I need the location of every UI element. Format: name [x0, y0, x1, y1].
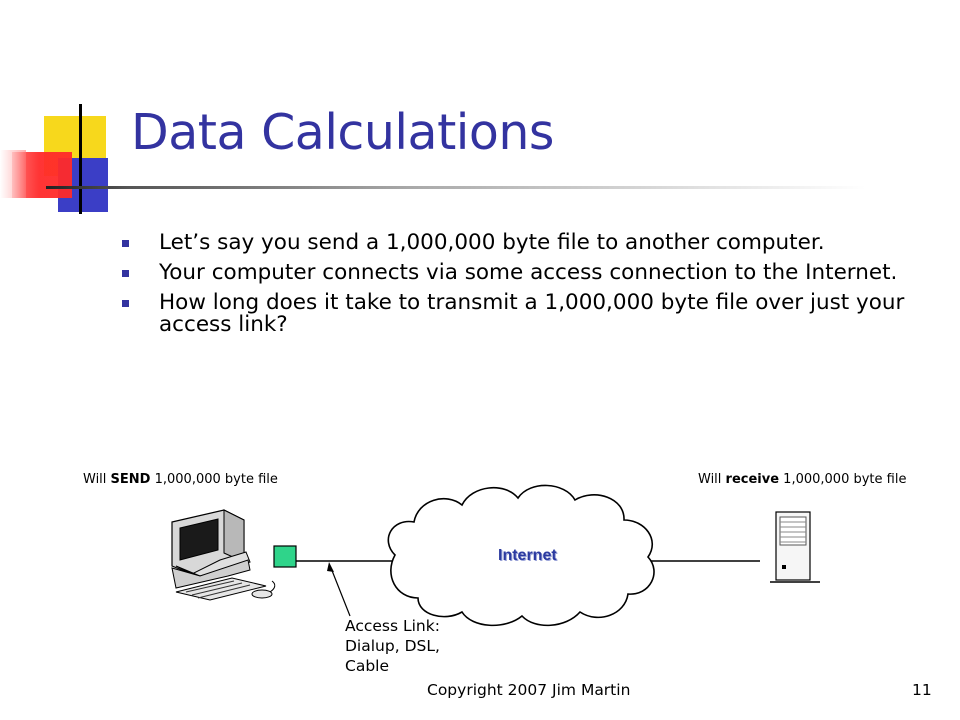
internet-label: Internet: [498, 547, 557, 564]
page-number: 11: [912, 681, 932, 699]
receiver-label: Will receive 1,000,000 byte file: [698, 472, 907, 487]
sender-label: Will SEND 1,000,000 byte file: [83, 472, 278, 487]
access-link-label: Access Link: Dialup, DSL, Cable: [345, 617, 440, 675]
bullet-text: How long does it take to transmit a 1,000,000 byte file over just your access link?: [159, 290, 905, 337]
slide-title: Data Calculations: [131, 104, 554, 161]
modem-icon: [274, 546, 296, 567]
computer-icon: [172, 510, 275, 600]
bullet-text: Let’s say you send a 1,000,000 byte file to another computer.: [159, 230, 825, 255]
footer-copyright: Copyright 2007 Jim Martin: [427, 681, 631, 699]
server-icon: [770, 512, 820, 582]
access-link-pointer: [331, 568, 350, 616]
bullet-text: Your computer connects via some access connection to the Internet.: [159, 260, 898, 285]
arrowhead-icon: [327, 562, 334, 572]
